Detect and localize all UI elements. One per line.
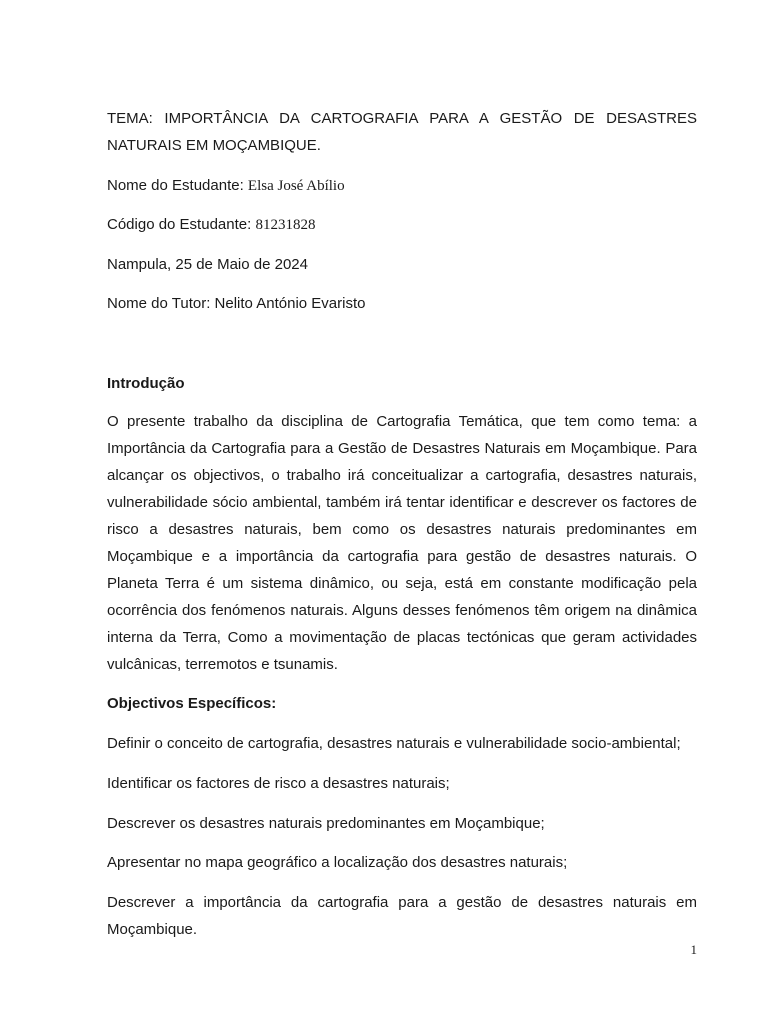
- intro-heading: Introdução: [107, 375, 185, 392]
- objectives-heading: Objectivos Específicos:: [107, 695, 277, 712]
- objective-item: Descrever os desastres naturais predominantes em Moçambique;: [107, 815, 545, 832]
- student-code-line: [107, 215, 315, 235]
- student-code: 81231828: [255, 217, 316, 233]
- objective-item: Apresentar no mapa geográfico a localização dos desastres naturais;: [107, 854, 568, 871]
- place-date: Nampula, 25 de Maio de 2024: [107, 256, 308, 273]
- objective-item: Definir o conceito de cartografia, desastres naturais e vulnerabilidade socio-ambiental;: [107, 735, 681, 752]
- page-number: 1: [690, 942, 697, 957]
- document-theme: TEMA: IMPORTÂNCIA DA CARTOGRAFIA PARA A GESTÃO DE DESASTRES NATURAIS EM MOÇAMBIQUE.: [107, 110, 697, 154]
- student-code-label: Código do Estudante:: [107, 216, 256, 233]
- student-name-label: Nome do Estudante:: [107, 177, 248, 194]
- intro-paragraph: O presente trabalho da disciplina de Cartografia Temática, que tem como tema: a Importância da Cartografia para a Gestão de Desastres Naturais em Moçambique. Para alcançar os objectivos, o trabalho irá conceitualizar a cartografia, desastres naturais, vulnerabilidade sócio ambiental, também irá tentar identificar e descrever os factores de risco a desastres naturais, bem como os desastres naturais predominantes em Moçambique e a importância da cartografia para gestão de desastres naturais. O Planeta Terra é um sistema dinâmico, ou seja, está em constante modificação pela ocorrência dos fenómenos naturais. Alguns desses fenómenos têm origem na dinâmica interna da Terra, Como a movimentação de placas tectónicas que geram actividades vulcânicas, terremotos e tsunamis.: [107, 413, 697, 673]
- objective-item: Descrever a importância da cartografia para a gestão de desastres naturais em Moçambique.: [107, 894, 697, 938]
- student-name: Elsa José Abílio: [247, 178, 345, 194]
- tutor-name: Nome do Tutor: Nelito António Evaristo: [107, 295, 366, 312]
- objective-item: Identificar os factores de risco a desastres naturais;: [107, 775, 450, 792]
- student-name-line: [107, 176, 345, 196]
